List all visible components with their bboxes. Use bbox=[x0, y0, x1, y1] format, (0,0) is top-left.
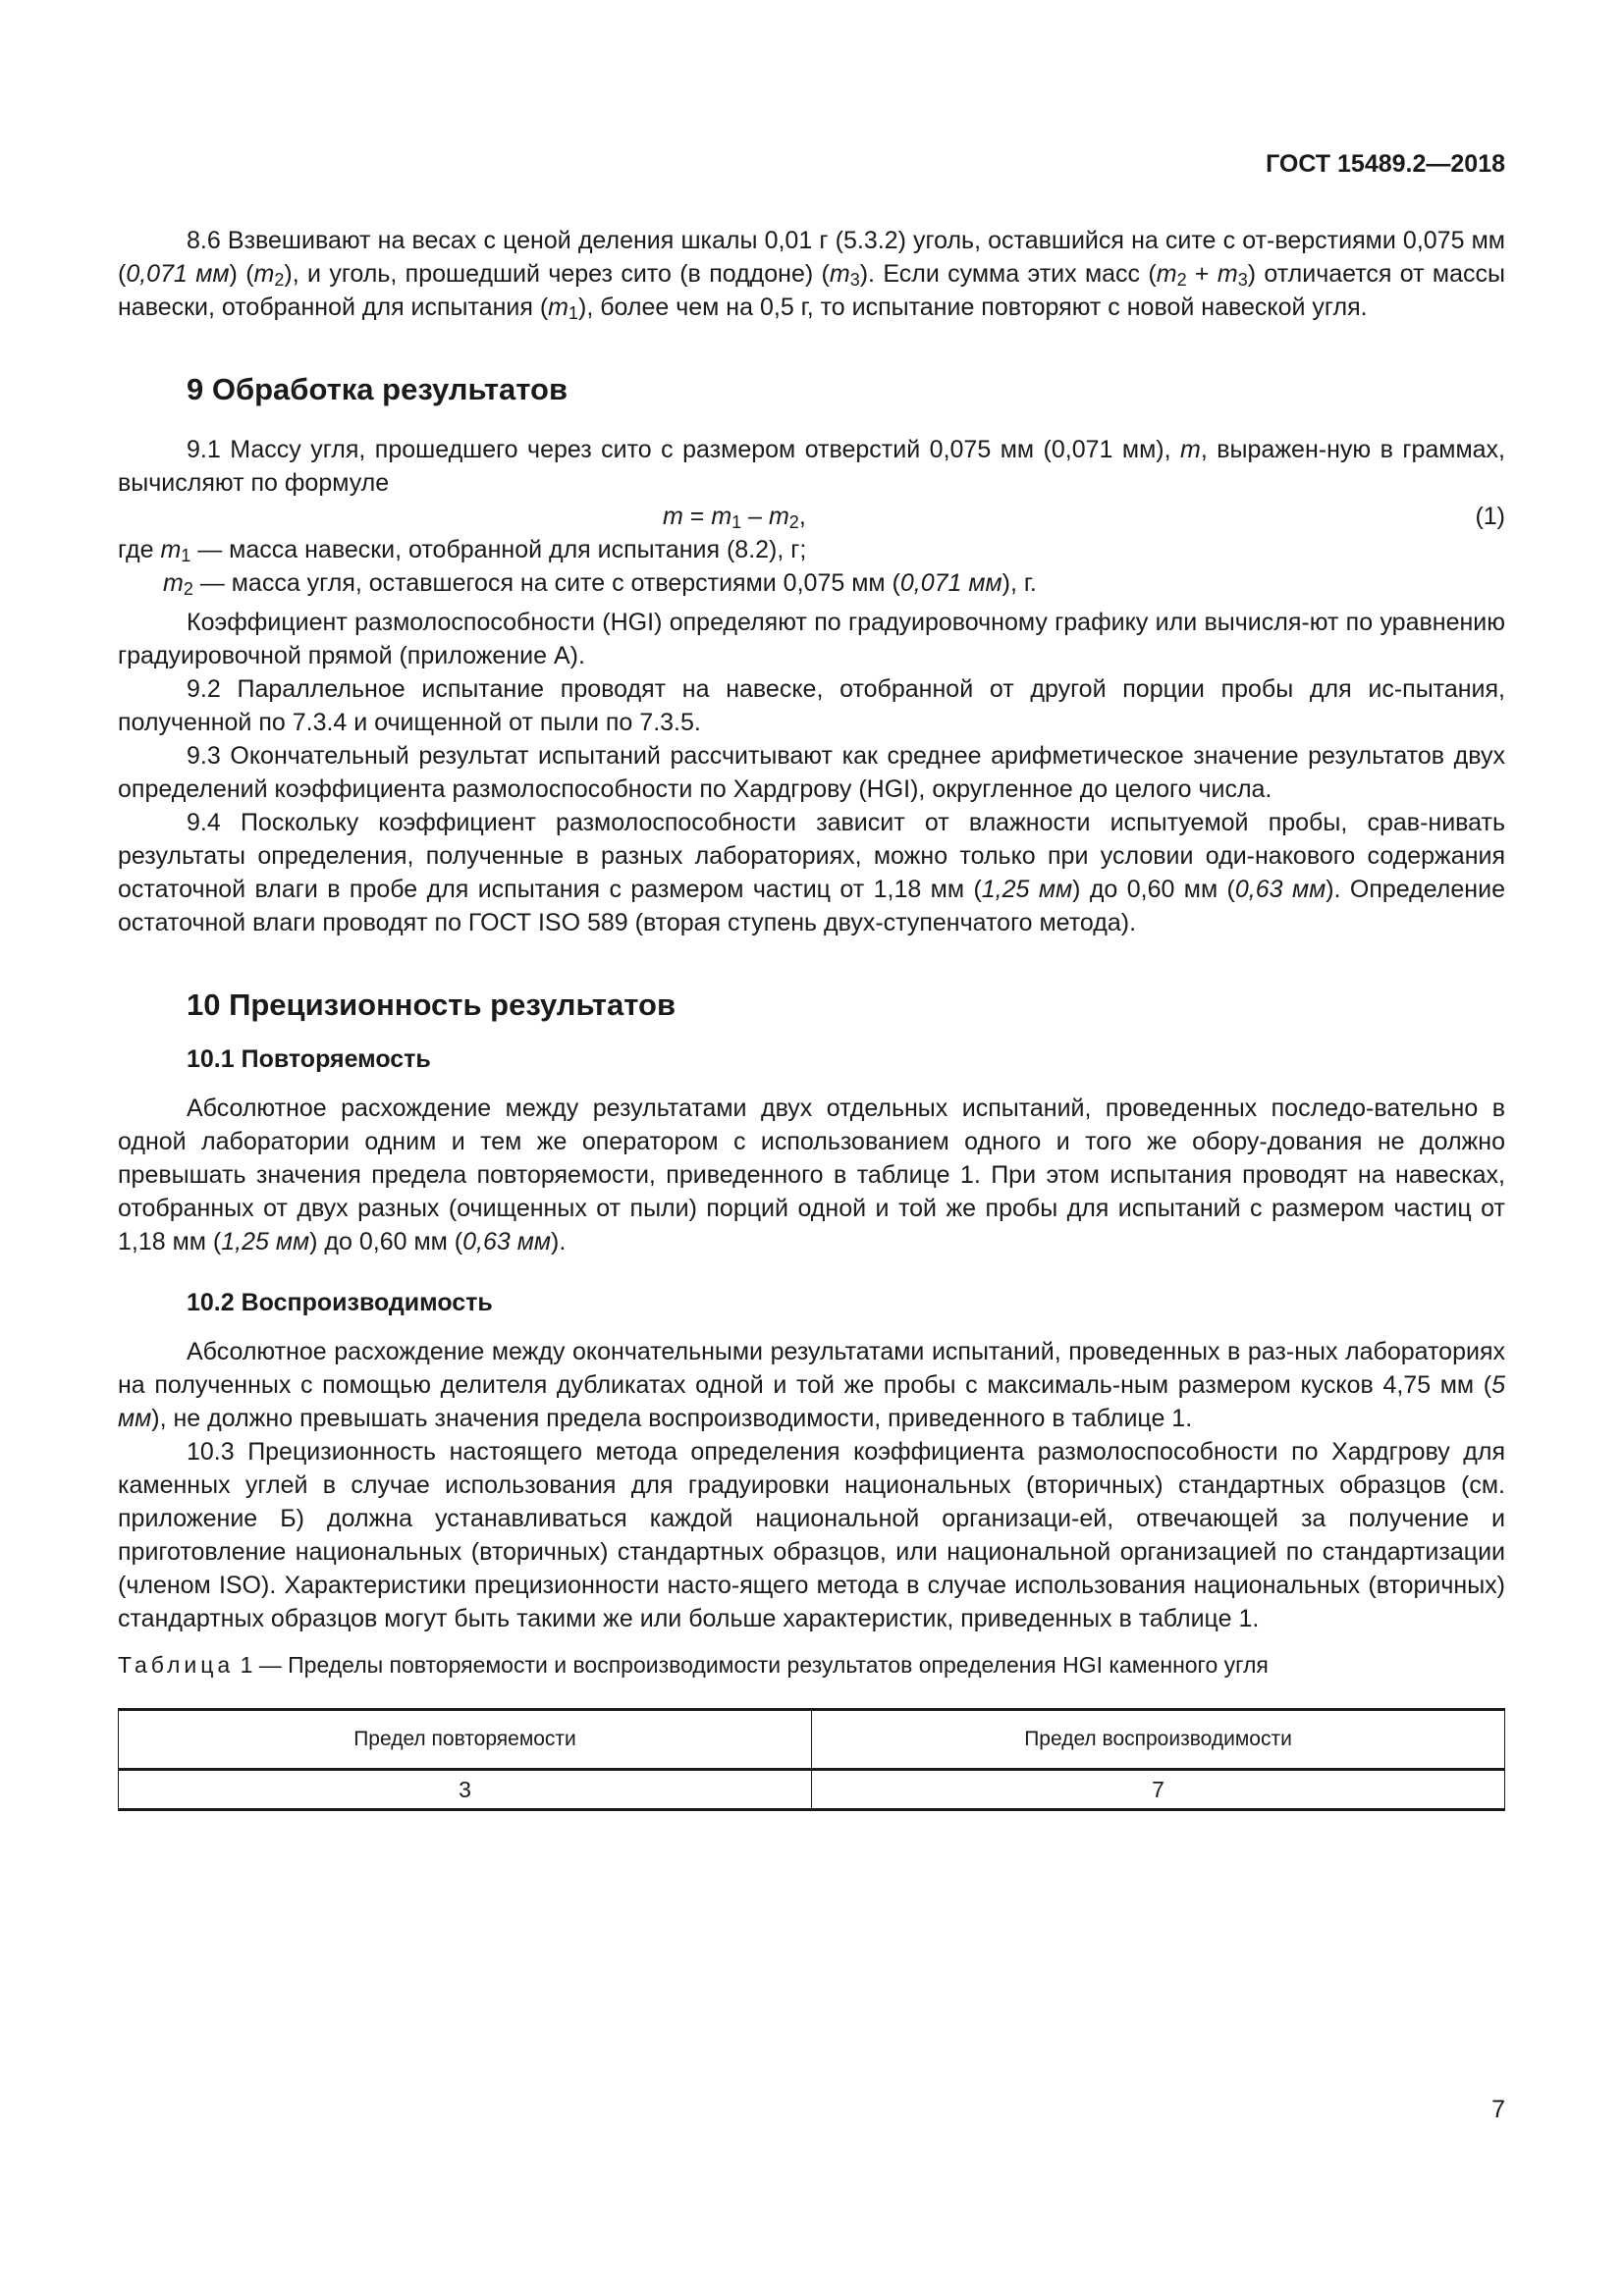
where-m2 bbox=[118, 566, 1505, 600]
subscript: 1 bbox=[731, 512, 742, 532]
text-run: ) до 0,60 мм ( bbox=[1072, 876, 1235, 903]
var-m: m bbox=[160, 536, 182, 563]
paragraph-10-1 bbox=[118, 1092, 1505, 1258]
text-run: ) отличается от массы навески, отобранной для испытания ( bbox=[118, 260, 1505, 321]
text-run: ). bbox=[551, 1228, 567, 1255]
text-run: — масса угля, оставшегося на сите с отверстиями 0,075 мм ( bbox=[192, 569, 900, 597]
text-run: ), г. bbox=[1001, 569, 1037, 597]
paragraph-9-4 bbox=[118, 806, 1505, 939]
paragraph-9-1 bbox=[118, 433, 1505, 500]
formula-number: (1) bbox=[1475, 503, 1505, 530]
caption-label: Таблица bbox=[118, 1652, 235, 1678]
table-row bbox=[119, 1770, 1505, 1810]
subscript: 3 bbox=[1237, 270, 1248, 290]
var-m: m bbox=[663, 503, 683, 530]
text-run: ), и уголь, прошедший через сито (в поддоне) ( bbox=[284, 260, 830, 288]
text-run: ), не должно превышать значения предела воспроизводимости, приведенного в таблице 1. bbox=[151, 1405, 1193, 1432]
subscript: 1 bbox=[181, 546, 191, 565]
italic-run: 5 мм bbox=[118, 1371, 1505, 1432]
cell-reproducibility-value: 7 bbox=[812, 1770, 1505, 1810]
formula-1 bbox=[118, 500, 1505, 533]
subscript: 1 bbox=[568, 303, 579, 323]
operator: – bbox=[741, 503, 769, 530]
italic-run: 1,25 мм bbox=[221, 1228, 310, 1255]
italic-run: 1,25 мм bbox=[981, 876, 1073, 903]
text-run: — масса навески, отобранной для испытания (8.2), г; bbox=[190, 536, 807, 563]
text-run: ) до 0,60 мм ( bbox=[309, 1228, 463, 1255]
paragraph-10-3: 10.3 Прецизионность настоящего метода определения коэффициента размолоспособности по Хардгрову для каменных углей в случае использования для градуировки национальных (вторичных) стандартных образцов (см. приложение Б) должна устанавливаться каждой национальной организаци-ей, отвечающей за получение и приготовление национальных (вторичных) стандартных образцов, или национальной организацией по стандартизации (членом ISO). Характеристики прецизионности насто-ящего метода в случае использования национальных (вторичных) стандартных образцов могут быть такими же или больше характеристик, приведенных в таблице 1. bbox=[118, 1438, 1505, 1632]
header-repeatability: Предел повторяемости bbox=[119, 1710, 812, 1770]
operator: = bbox=[682, 503, 712, 530]
var-m: m bbox=[548, 294, 568, 321]
subscript: 2 bbox=[1176, 270, 1187, 290]
text-run: ). Определение остаточной влаги проводят по ГОСТ ISO 589 (вторая ступень двух-ступенчатого метода). bbox=[118, 876, 1505, 936]
paragraph-hgi: Коэффициент размолоспособности (HGI) определяют по градуировочному графику или вычисля-ют по уравнению градуировочной прямой (приложение А). bbox=[118, 609, 1505, 669]
var-m: m bbox=[1156, 260, 1177, 288]
text-run: 8.6 Взвешивают на весах с ценой деления шкалы 0,01 г (5.3.2) уголь, оставшийся на сите с от-верстиями 0,075 мм ( bbox=[118, 227, 1505, 288]
text-run: 9.1 Массу угля, прошедшего через сито с размером отверстий 0,075 мм (0,071 мм), bbox=[187, 436, 1181, 463]
header-reproducibility: Предел воспроизводимости bbox=[812, 1710, 1505, 1770]
punctuation: , bbox=[798, 503, 806, 530]
subscript: 2 bbox=[788, 512, 799, 532]
text-run: ), более чем на 0,5 г, то испытание повторяют с новой навеской угля. bbox=[578, 294, 1368, 321]
page-number: 7 bbox=[1491, 2096, 1505, 2123]
text-run: 9.4 Поскольку коэффициент размолоспособности зависит от влажности испытуемой пробы, срав-нивать результаты определения, полученные в разных лабораториях, можно только при условии оди-накового содержания остаточной влаги в пробе для испытания с размером частиц от 1,18 мм ( bbox=[118, 809, 1505, 903]
var-m: m bbox=[1180, 436, 1201, 463]
cell-repeatability-value: 3 bbox=[119, 1770, 812, 1810]
var-m: m bbox=[163, 569, 184, 597]
table-1-caption bbox=[118, 1649, 1505, 1681]
subscript: 3 bbox=[849, 270, 860, 290]
page-content bbox=[118, 224, 1505, 1811]
table-header-row bbox=[119, 1710, 1505, 1770]
subscript: 2 bbox=[274, 270, 285, 290]
paragraph-10-2 bbox=[118, 1335, 1505, 1435]
subsection-10-1-heading: 10.1 Повторяемость bbox=[187, 1045, 431, 1073]
subscript: 2 bbox=[183, 579, 193, 599]
formula-expression bbox=[663, 500, 806, 533]
paragraph-9-3: 9.3 Окончательный результат испытаний рассчитывают как среднее арифметическое значение результатов двух определений коэффициента размолоспособности по Хардгрову (HGI), округленное до целого числа. bbox=[118, 742, 1505, 803]
text-run: Абсолютное расхождение между результатами двух отдельных испытаний, проведенных последо-вательно в одной лаборатории одним и тем же оператором с использованием одного и того же обору-дования не должно превышать значения предела повторяемости, приведенного в таблице 1. При этом испытания проводят на навесках, отобранных от двух разных (очищенных от пыли) порций одной и той же пробы для испытаний с размером частиц от 1,18 мм ( bbox=[118, 1095, 1505, 1255]
var-m: m bbox=[768, 503, 789, 530]
text-run: ) ( bbox=[229, 260, 254, 288]
operator: + bbox=[1186, 260, 1218, 288]
text-run: где bbox=[118, 536, 161, 563]
italic-run: 0,071 мм bbox=[899, 569, 1002, 597]
section-9-heading: 9 Обработка результатов bbox=[187, 372, 568, 406]
text-run: ). Если сумма этих масс ( bbox=[859, 260, 1157, 288]
var-m: m bbox=[829, 260, 850, 288]
table-1 bbox=[118, 1708, 1505, 1811]
caption-text: 1 — Пределы повторяемости и воспроизводимости результатов определения HGI каменного угля bbox=[234, 1652, 1269, 1678]
subsection-10-2-heading: 10.2 Воспроизводимость bbox=[187, 1289, 493, 1316]
text-run: , выражен-ную в граммах, вычисляют по формуле bbox=[118, 436, 1506, 497]
where-m1 bbox=[118, 533, 1505, 566]
italic-run: 0,63 мм bbox=[462, 1228, 551, 1255]
section-10-heading: 10 Прецизионность результатов bbox=[187, 988, 676, 1022]
var-m: m bbox=[711, 503, 732, 530]
document-id-header: ГОСТ 15489.2—2018 bbox=[1266, 150, 1505, 178]
paragraph-9-2: 9.2 Параллельное испытание проводят на навеске, отобранной от другой порции пробы для ис-пытания, полученной по 7.3.4 и очищенной от пыли по 7.3.5. bbox=[118, 675, 1505, 736]
var-m: m bbox=[1217, 260, 1238, 288]
var-m: m bbox=[253, 260, 275, 288]
italic-run: 0,071 мм bbox=[126, 260, 230, 288]
text-run: Абсолютное расхождение между окончательными результатами испытаний, проведенных в раз-ных лабораториях на полученных с помощью делителя дубликатах одной и той же пробы с максималь-ным размером кусков 4,75 мм ( bbox=[118, 1338, 1505, 1399]
paragraph-8-6 bbox=[118, 224, 1505, 324]
italic-run: 0,63 мм bbox=[1234, 876, 1326, 903]
